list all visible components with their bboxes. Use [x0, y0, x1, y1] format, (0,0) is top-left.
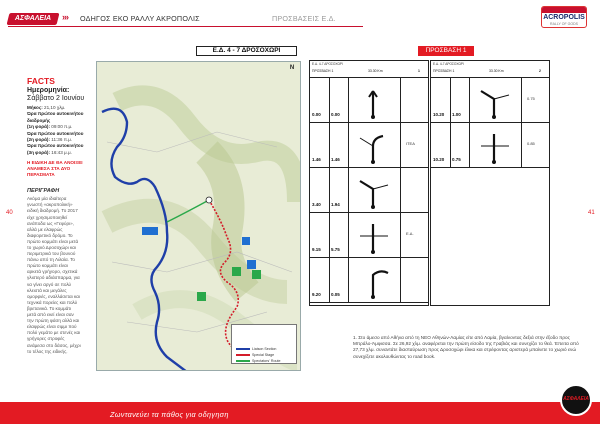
roadbook-divider [400, 168, 401, 212]
facts-heading: FACTS [27, 76, 55, 86]
guide-title: ΟΔΗΓΟΣ ΕΚΟ ΡΑΛΛΥ ΑΚΡΟΠΟΛΙΣ [80, 14, 200, 23]
roadbook-total-distance: 9.15 [312, 247, 321, 252]
roadbook-row [310, 78, 428, 123]
roadbook-divider [469, 123, 470, 167]
roadbook-total-distance: 1.46 [312, 157, 321, 162]
legend-entry [236, 347, 276, 351]
roadbook-total-distance: 3.40 [312, 202, 321, 207]
roadbook-left-header [310, 61, 428, 78]
stage-map [96, 61, 301, 371]
brand-logo [7, 13, 60, 25]
facts-line-value: 21,10 χλμ. [44, 105, 66, 110]
roadbook-info: 0.85 [527, 141, 535, 146]
roadbook-partial-distance: 1.46 [331, 157, 340, 162]
tulip-diagram-icon [350, 216, 396, 254]
description-heading: ΠΕΡΙΓΡΑΦΗ [27, 188, 60, 195]
description-text: Ακόμα μία ιδιαίτερα γνωστή «ακροπολική» ειδική διαδρομή. Το 2017 είχε χρησιμοποιηθεί ανάποδα ως «Γεφύρι», αλλά με ελαφρώς διαφορετικό δρόμο. Το πρώτο κομμάτι είναι μετά το χωριό Δροσοχώρι και περιμετρικά του βουνού πάνω από τη Λιλαία. Το πρώτο κομμάτι είναι αρκετά γρήγορο, σχετικά γλιστερό αδιάσπαρμα, για να γίνει αργό σε πολύ κλειστά και μεγάλες ομορφιές, εναλλάσεται και τεχνικά πορείες και πολύ βρετανικά. Το κομμάτι μετά από εκεί είναι σαν την πρώτη φάση αλλά και ελαφρώς είναι σιμμι πού πολύ γεμάτο με στενές και γρήγορες στροφές ανάμεσα στο δάσος, μέχρι το τέλος της ειδικής. [27, 196, 81, 354]
date-value: Σάββατο 2 Ιουνίου [27, 95, 85, 102]
roadbook-total-distance: 9.20 [312, 292, 321, 297]
legend-swatch [236, 348, 250, 350]
badge-name: ACROPOLIS [543, 14, 585, 21]
roadbook-info: Ε.Δ. [406, 231, 414, 236]
footer-logo-text: ΑΣΦΑΛΕΙΑ [563, 396, 589, 402]
brand-logo-text: ΑΣΦΑΛΕΙΑ [14, 15, 52, 22]
roadbook-partial-distance: 0.75 [452, 157, 461, 162]
facts-line-value: 16:43 μ.μ. [51, 149, 72, 155]
access-label: ΠΡΟΣΒΑΣΗ 1 [418, 46, 474, 56]
legend-entry [236, 353, 274, 357]
facts-lines [27, 105, 91, 156]
facts-line-value: 09:00 π.μ. [51, 124, 73, 130]
roadbook-divider [521, 78, 522, 122]
badge-subtitle: RALLY OF GODS [550, 22, 578, 26]
tulip-diagram-icon [350, 126, 396, 164]
roadbook-divider [450, 123, 451, 167]
roadbook-divider [400, 213, 401, 257]
roadbook-row [310, 168, 428, 213]
roadbook-row [310, 258, 428, 303]
facts-column [27, 76, 91, 355]
roadbook-left-stage: Ε.Δ. 4-7 ΔΡΟΣΟΧΩΡΙ [312, 62, 343, 66]
roadbook-divider [400, 123, 401, 167]
tulip-diagram-icon [471, 81, 517, 119]
roadbook-divider [348, 78, 349, 122]
facts-line-label: διαδρομής [27, 117, 51, 123]
stage-title: Ε.Δ. 4 - 7 ΔΡΟΣΟΧΩΡΙ [196, 46, 297, 56]
facts-line-value: 11:36 π.μ. [51, 137, 73, 143]
roadbook-right-access: ΠΡΟΣΒΑΣΗ 1 [433, 69, 455, 73]
legend-label: Liaison Section [252, 347, 277, 351]
roadbook-left-access: ΠΡΟΣΒΑΣΗ 1 [312, 69, 334, 73]
roadbook-partial-distance: 5.75 [331, 247, 340, 252]
map-legend [231, 324, 297, 364]
footer-slogan: Ζωντανεύει τα πάθος για οδηγηση [110, 410, 229, 419]
legend-label: Special Stage [252, 353, 275, 357]
roadbook-row [310, 213, 428, 258]
tulip-diagram-icon [471, 126, 517, 164]
roadbook-divider [400, 78, 401, 122]
roadbook-partial-distance: 0.00 [331, 112, 340, 117]
tulip-diagram-icon [350, 81, 396, 119]
directions-paragraph: 1. Στο άμεσο από Αθήνα από τη ΝΕΟ Αθηνών-Λαμίας είτε από Λαμία, βγαίνοντας δεξιά στην έξοδο προς Μπράλο-Άμφισσα. Σε 26,92 χλμ. αναφέρεται την πρώτη είσοδο της Γραβιάς και συνεχίζει το θεά. Έπειτα από 27,73 χλμ. συναντάτε διασταύρωση προς Δροσοχώρι έλικα και στρέφοντας αριστερά μπαίνετε το χωριό ενώ συνεχίζετε ακολουθώντας το road book. [353, 335, 579, 359]
roadbook-right [430, 60, 550, 306]
roadbook-right-page: 2 [539, 69, 541, 73]
date-label: Ημερομηνία: [27, 87, 70, 94]
roadbook-divider [329, 258, 330, 302]
roadbook-row [431, 123, 549, 168]
roadbook-divider [450, 78, 451, 122]
footer-logo [560, 384, 592, 416]
roadbook-row [431, 78, 549, 123]
badge-band [542, 7, 586, 13]
roadbook-divider [329, 78, 330, 122]
roadbook-divider [348, 123, 349, 167]
roadbook-divider [348, 168, 349, 212]
roadbook-right-stage: Ε.Δ. 4-7 ΔΡΟΣΟΧΩΡΙ [433, 62, 464, 66]
page-number-right: 41 [588, 210, 595, 216]
roadbook-left-page: 1 [418, 69, 420, 73]
roadbook-divider [400, 258, 401, 302]
facts-line-label: (3η φορά): [27, 149, 52, 155]
facts-line-label: Ώρα πρώτου αυτοκινήτου [27, 130, 84, 136]
roadbook-right-header [431, 61, 549, 78]
acropolis-rally-badge [541, 6, 587, 28]
roadbook-row [310, 123, 428, 168]
header-divider [8, 26, 363, 27]
chevron-icon: ››› [62, 12, 68, 22]
legend-label: Spectators' Route [252, 359, 281, 363]
roadbook-partial-distance: 1.94 [331, 202, 340, 207]
roadbook-right-length: 33.30 Km [489, 69, 504, 73]
tulip-diagram-icon [350, 261, 396, 299]
facts-line-label: (2η φορά): [27, 137, 52, 143]
facts-line-label: (1η φορά): [27, 124, 52, 130]
stage-note: Η ΕΙΔΙΚΗ ΔΕ ΘΑ ΑΝΟΙΞΕΙ ΑΝΑΜΕΣΑ ΣΤΑ ΔΥΟ ΠΕΡΑΣΜΑΤΑ [27, 160, 83, 178]
page-number-left: 40 [6, 210, 13, 216]
roadbook-left-length: 33.30 Km [368, 69, 383, 73]
legend-entry [236, 359, 280, 363]
roadbook-divider [469, 78, 470, 122]
roadbook-divider [329, 213, 330, 257]
roadbook-partial-distance: 0.05 [331, 292, 340, 297]
facts-line-label: Μήκος: [27, 105, 45, 110]
tulip-diagram-icon [350, 171, 396, 209]
section-title: ΠΡΟΣΒΑΣΕΙΣ Ε.Δ. [272, 14, 336, 23]
legend-swatch [236, 354, 250, 356]
roadbook-divider [329, 168, 330, 212]
facts-line-label: Ώρα πρώτου αυτοκινήτου [27, 111, 84, 117]
roadbook-partial-distance: 1.00 [452, 112, 461, 117]
roadbook-left [309, 60, 429, 306]
north-arrow-icon: N [289, 65, 295, 71]
facts-line [27, 150, 91, 156]
roadbook-info: 0.75 [527, 96, 535, 101]
legend-swatch [236, 360, 250, 362]
roadbook-divider [348, 213, 349, 257]
footer-band [0, 402, 600, 424]
roadbook-total-distance: 10.20 [433, 112, 445, 117]
roadbook-total-distance: 0.00 [312, 112, 321, 117]
roadbook-divider [521, 123, 522, 167]
roadbook-info: ΙΤΕΑ [406, 141, 415, 146]
roadbook-divider [348, 258, 349, 302]
roadbook-divider [329, 123, 330, 167]
roadbook-total-distance: 10.20 [433, 157, 445, 162]
facts-line-label: Ώρα πρώτου αυτοκινήτου [27, 143, 84, 149]
